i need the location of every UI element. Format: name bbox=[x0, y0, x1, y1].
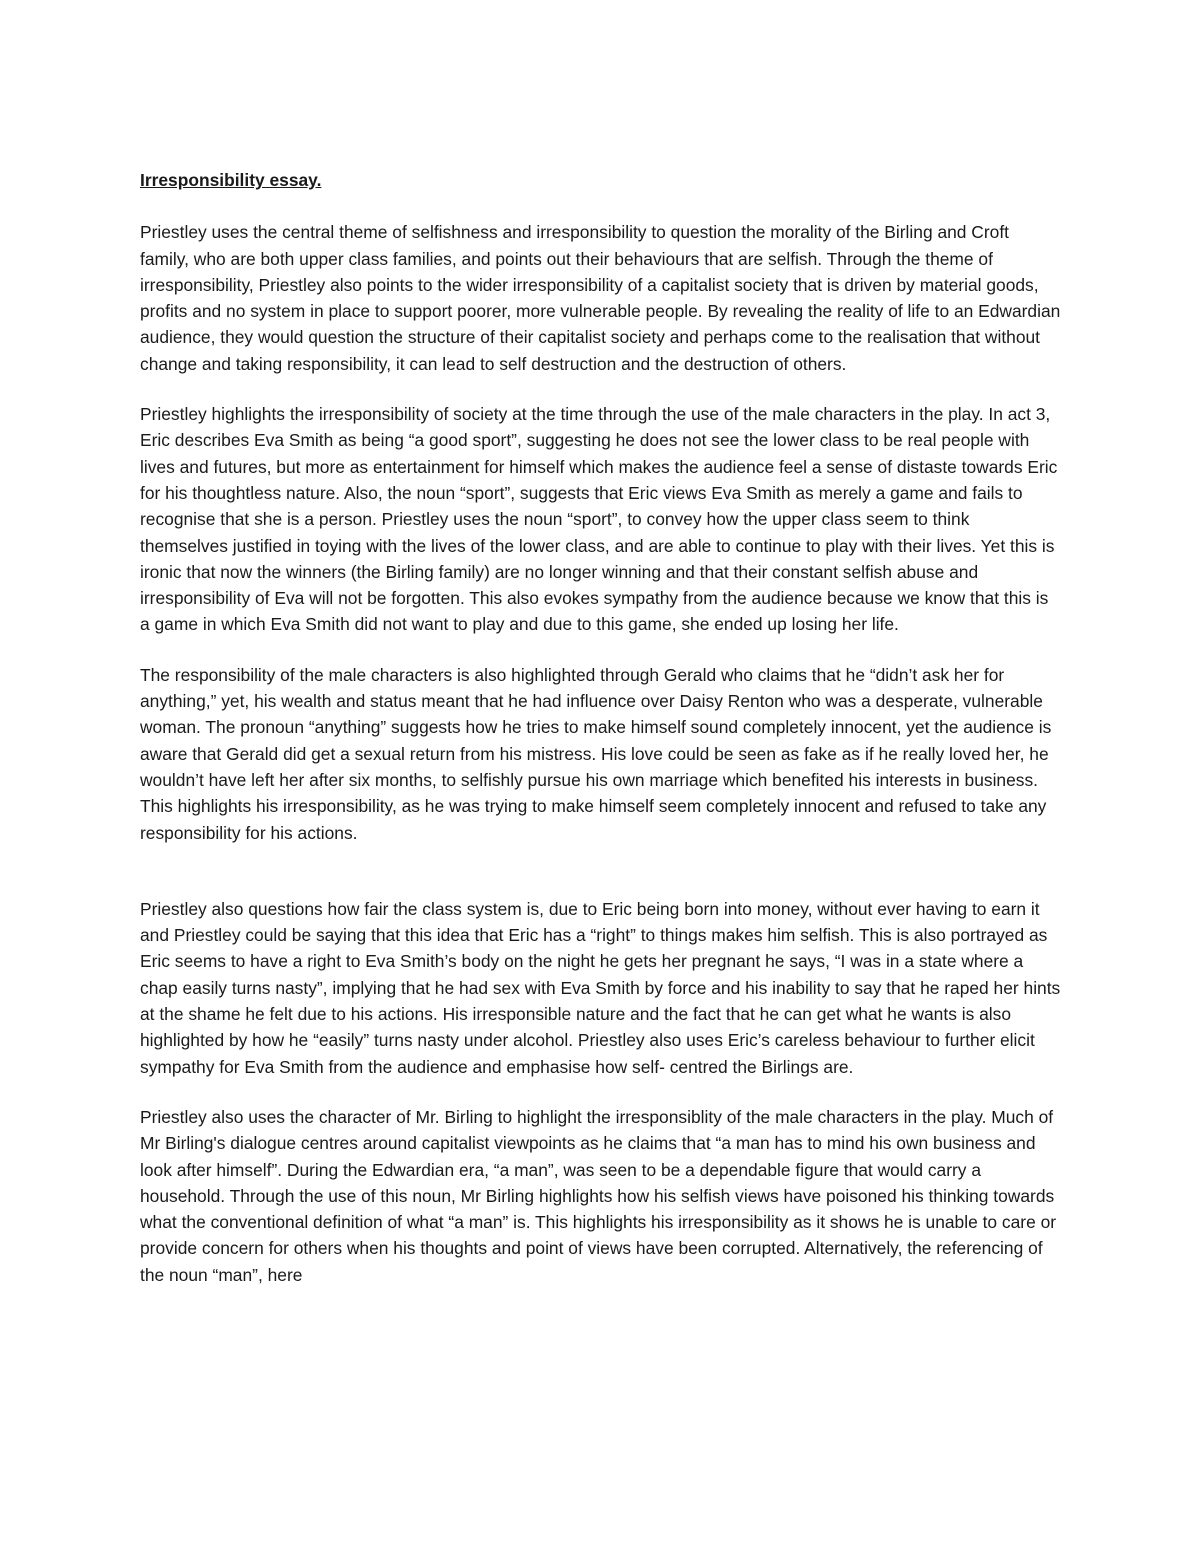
paragraph-mr-birling: Priestley also uses the character of Mr. Birling to highlight the irresponsiblity of the male characters in the play. Much of Mr Birling's dialogue centres around capitalist viewpoints as he claims that “a man has to mind his own business and look after himself”. During the Edwardian era, “a man”, was seen to be a dependable figure that would carry a household. Through the use of this noun, Mr Birling highlights how his selfish views have poisoned his thinking towards what the conventional definition of what “a man” is. This highlights his irresponsibility as it shows he is unable to care or provide concern for others when his thoughts and point of views have been corrupted. Alternatively, the referencing of the noun “man”, here bbox=[140, 1106, 1057, 1285]
essay-title: Irresponsibility essay. bbox=[140, 170, 322, 190]
paragraph-eric-sport: Priestley highlights the irresponsibility of society at the time through the use of the male characters in the play. In act 3, Eric describes Eva Smith as being “a good sport”, suggesting he does not see the lower class to be real people with lives and futures, but more as entertainment for himself which makes the audience feel a sense of distaste towards Eric for his thoughtless nature. Also, the noun “sport”, suggests that Eric views Eva Smith as merely a game and fails to recognise that she is a person. Priestley uses the noun “sport”, to convey how the upper class seem to think themselves justified in toying with the lives of the lower class, and are able to continue to play with their lives. Yet this is ironic that now the winners (the Birling family) are no longer winning and that their constant selfish abuse and irresponsibility of Eva will not be forgotten. This also evokes sympathy from the audience because we know that this is a game in which Eva Smith did not want to play and due to this game, she ended up losing her life. bbox=[140, 404, 1058, 635]
paragraph-introduction: Priestley uses the central theme of selfishness and irresponsibility to question the morality of the Birling and Croft family, who are both upper class families, and points out their behaviours that are selfish. Through the theme of irresponsibility, Priestley also points to the wider irresponsibility of a capitalist society that is driven by material goods, profits and no system in place to support poorer, more vulnerable people. By revealing the reality of life to an Edwardian audience, they would question the structure of their capitalist society and perhaps come to the realisation that without change and taking responsibility, it can lead to self destruction and the destruction of others. bbox=[140, 222, 1061, 374]
document-body bbox=[140, 167, 1062, 1288]
paragraph-class-system: Priestley also questions how fair the class system is, due to Eric being born into money, without ever having to earn it and Priestley could be saying that this idea that Eric has a “right” to things makes him selfish. This is also portrayed as Eric seems to have a right to Eva Smith’s body on the night he gets her pregnant he says, “I was in a state where a chap easily turns nasty”, implying that he had sex with Eva Smith by force and his inability to say that he raped her hints at the shame he felt due to his actions. His irresponsible nature and the fact that he can get what he wants is also highlighted by how he “easily” turns nasty under alcohol. Priestley also uses Eric’s careless behaviour to further elicit sympathy for Eva Smith from the audience and emphasise how self- centred the Birlings are. bbox=[140, 898, 1061, 1077]
paragraph-gerald: The responsibility of the male characters is also highlighted through Gerald who claims that he “didn’t ask her for anything,” yet, his wealth and status meant that he had influence over Daisy Renton who was a desperate, vulnerable woman. The pronoun “anything” suggests how he tries to make himself sound completely innocent, yet the audience is aware that Gerald did get a sexual return from his mistress. His love could be seen as fake as if he really loved her, he wouldn’t have left her after six months, to selfishly pursue his own marriage which benefited his interests in business. This highlights his irresponsibility, as he was trying to make himself seem completely innocent and refused to take any responsibility for his actions. bbox=[140, 664, 1052, 843]
